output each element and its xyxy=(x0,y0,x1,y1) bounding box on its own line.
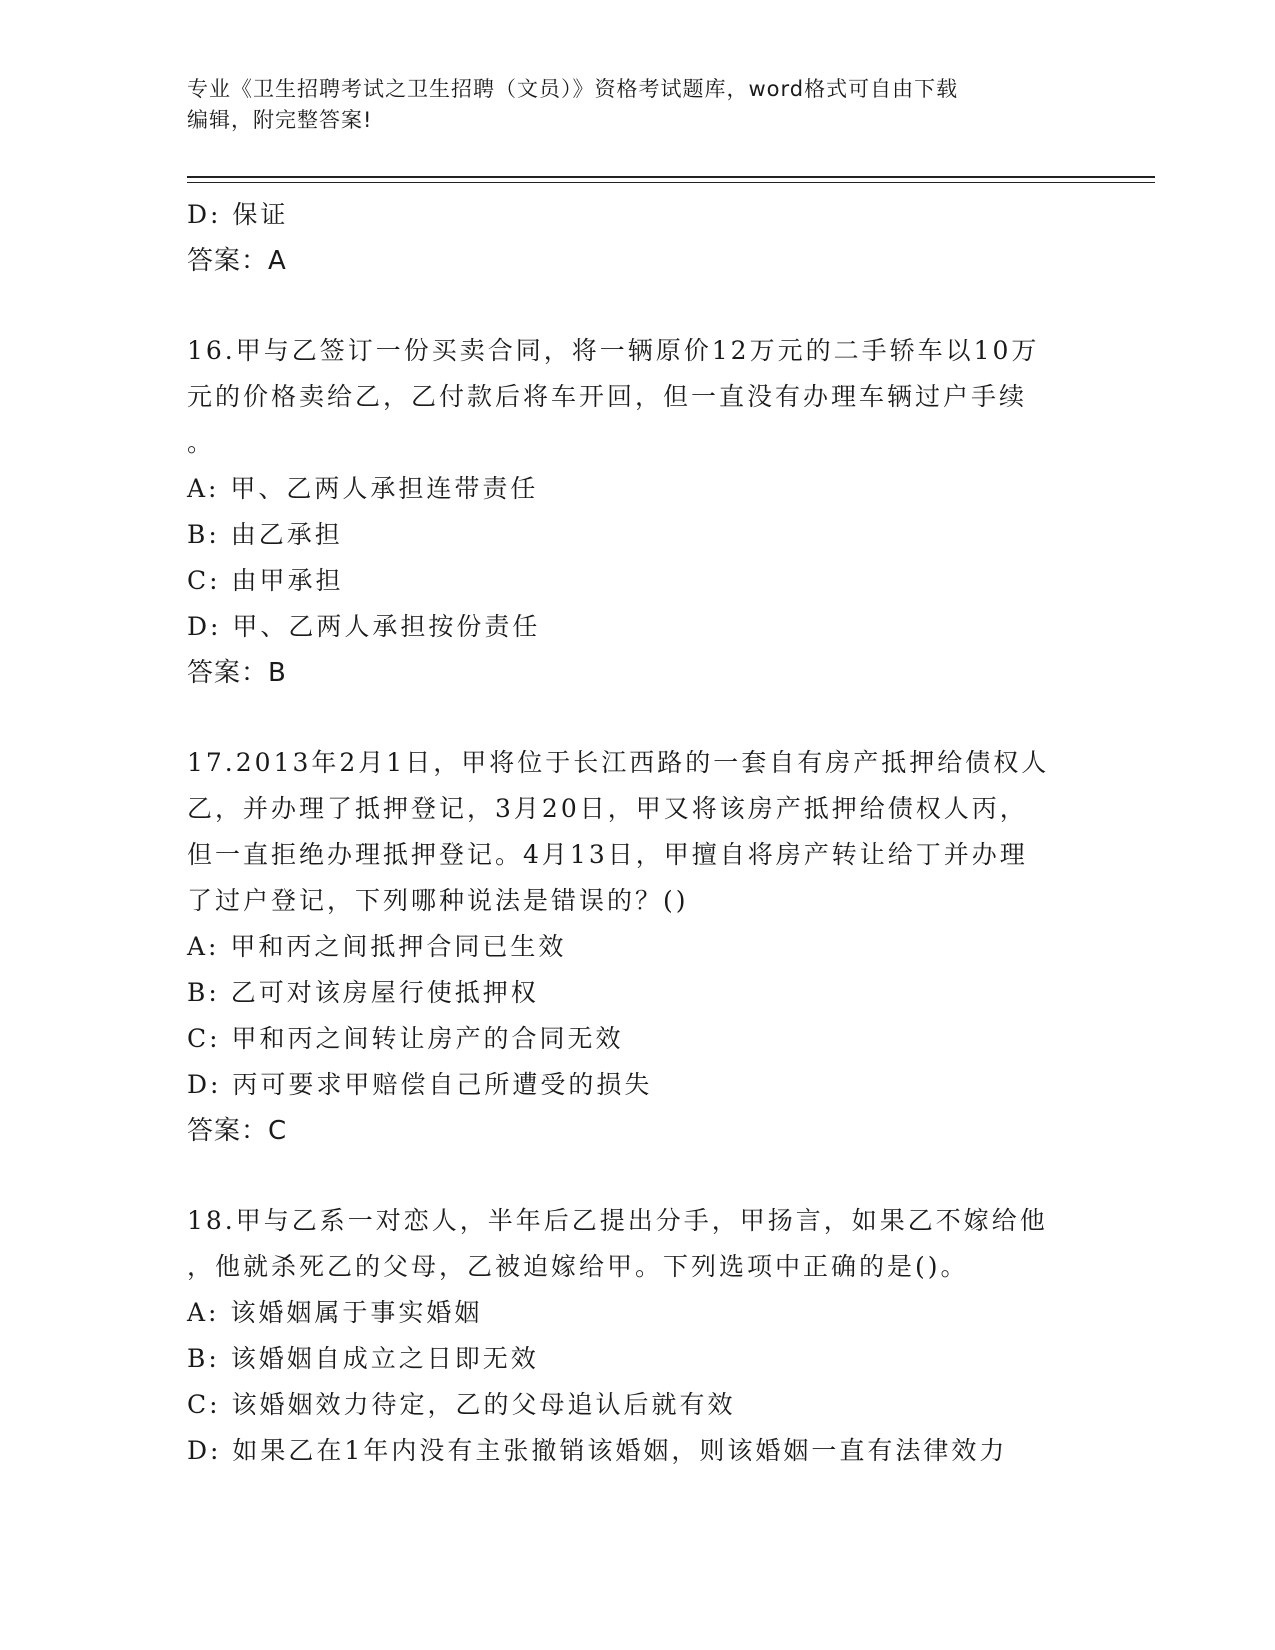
spacer xyxy=(187,284,1087,328)
option-b: B: 由乙承担 xyxy=(187,520,343,549)
question-16 xyxy=(187,328,1087,696)
question-text-line: 18.甲与乙系一对恋人，半年后乙提出分手，甲扬言，如果乙不嫁给他 xyxy=(187,1206,1048,1235)
question-text-line: ，他就杀死乙的父母，乙被迫嫁给甲。下列选项中正确的是()。 xyxy=(187,1252,969,1281)
header-line-2: 编辑，附完整答案! xyxy=(187,108,373,132)
option-b: B: 乙可对该房屋行使抵押权 xyxy=(187,978,539,1007)
question-text-line: 。 xyxy=(187,428,216,457)
previous-question-tail xyxy=(187,192,1087,284)
answer-line: 答案：A xyxy=(187,246,287,276)
option-a: A: 甲和丙之间抵押合同已生效 xyxy=(187,932,567,961)
option-c: C: 该婚姻效力待定，乙的父母追认后就有效 xyxy=(187,1390,736,1419)
question-text-line: 但一直拒绝办理抵押登记。4月13日，甲擅自将房产转让给丁并办理 xyxy=(187,840,1028,869)
spacer xyxy=(187,1154,1087,1198)
option-a: A: 该婚姻属于事实婚姻 xyxy=(187,1298,483,1327)
question-text-line: 了过户登记，下列哪种说法是错误的？() xyxy=(187,886,689,915)
document-header xyxy=(187,74,1087,136)
question-text-line: 16.甲与乙签订一份买卖合同，将一辆原价12万元的二手轿车以10万 xyxy=(187,336,1040,365)
header-line-1: 专业《卫生招聘考试之卫生招聘（文员）》资格考试题库，word格式可自由下载 xyxy=(187,77,959,101)
question-text-line: 17.2013年2月1日，甲将位于长江西路的一套自有房产抵押给债权人 xyxy=(187,748,1050,777)
option-d: D: 如果乙在1年内没有主张撤销该婚姻，则该婚姻一直有法律效力 xyxy=(187,1436,1008,1465)
option-c: C: 由甲承担 xyxy=(187,566,344,595)
question-text-line: 乙，并办理了抵押登记，3月20日，甲又将该房产抵押给债权人丙， xyxy=(187,794,1028,823)
spacer xyxy=(187,696,1087,740)
question-text-line: 元的价格卖给乙，乙付款后将车开回，但一直没有办理车辆过户手续 xyxy=(187,382,1028,411)
option-d: D: 甲、乙两人承担按份责任 xyxy=(187,612,541,641)
option-a: A: 甲、乙两人承担连带责任 xyxy=(187,474,539,503)
header-divider xyxy=(187,176,1155,178)
question-18 xyxy=(187,1198,1087,1474)
header-divider-thin xyxy=(187,182,1155,183)
document-body xyxy=(187,192,1087,1474)
option-c: C: 甲和丙之间转让房产的合同无效 xyxy=(187,1024,624,1053)
question-17 xyxy=(187,740,1087,1154)
option-b: B: 该婚姻自成立之日即无效 xyxy=(187,1344,539,1373)
answer-line: 答案：C xyxy=(187,1116,288,1146)
option-d: D: 丙可要求甲赔偿自己所遭受的损失 xyxy=(187,1070,653,1099)
option-d: D: 保证 xyxy=(187,200,289,229)
answer-line: 答案：B xyxy=(187,658,287,688)
